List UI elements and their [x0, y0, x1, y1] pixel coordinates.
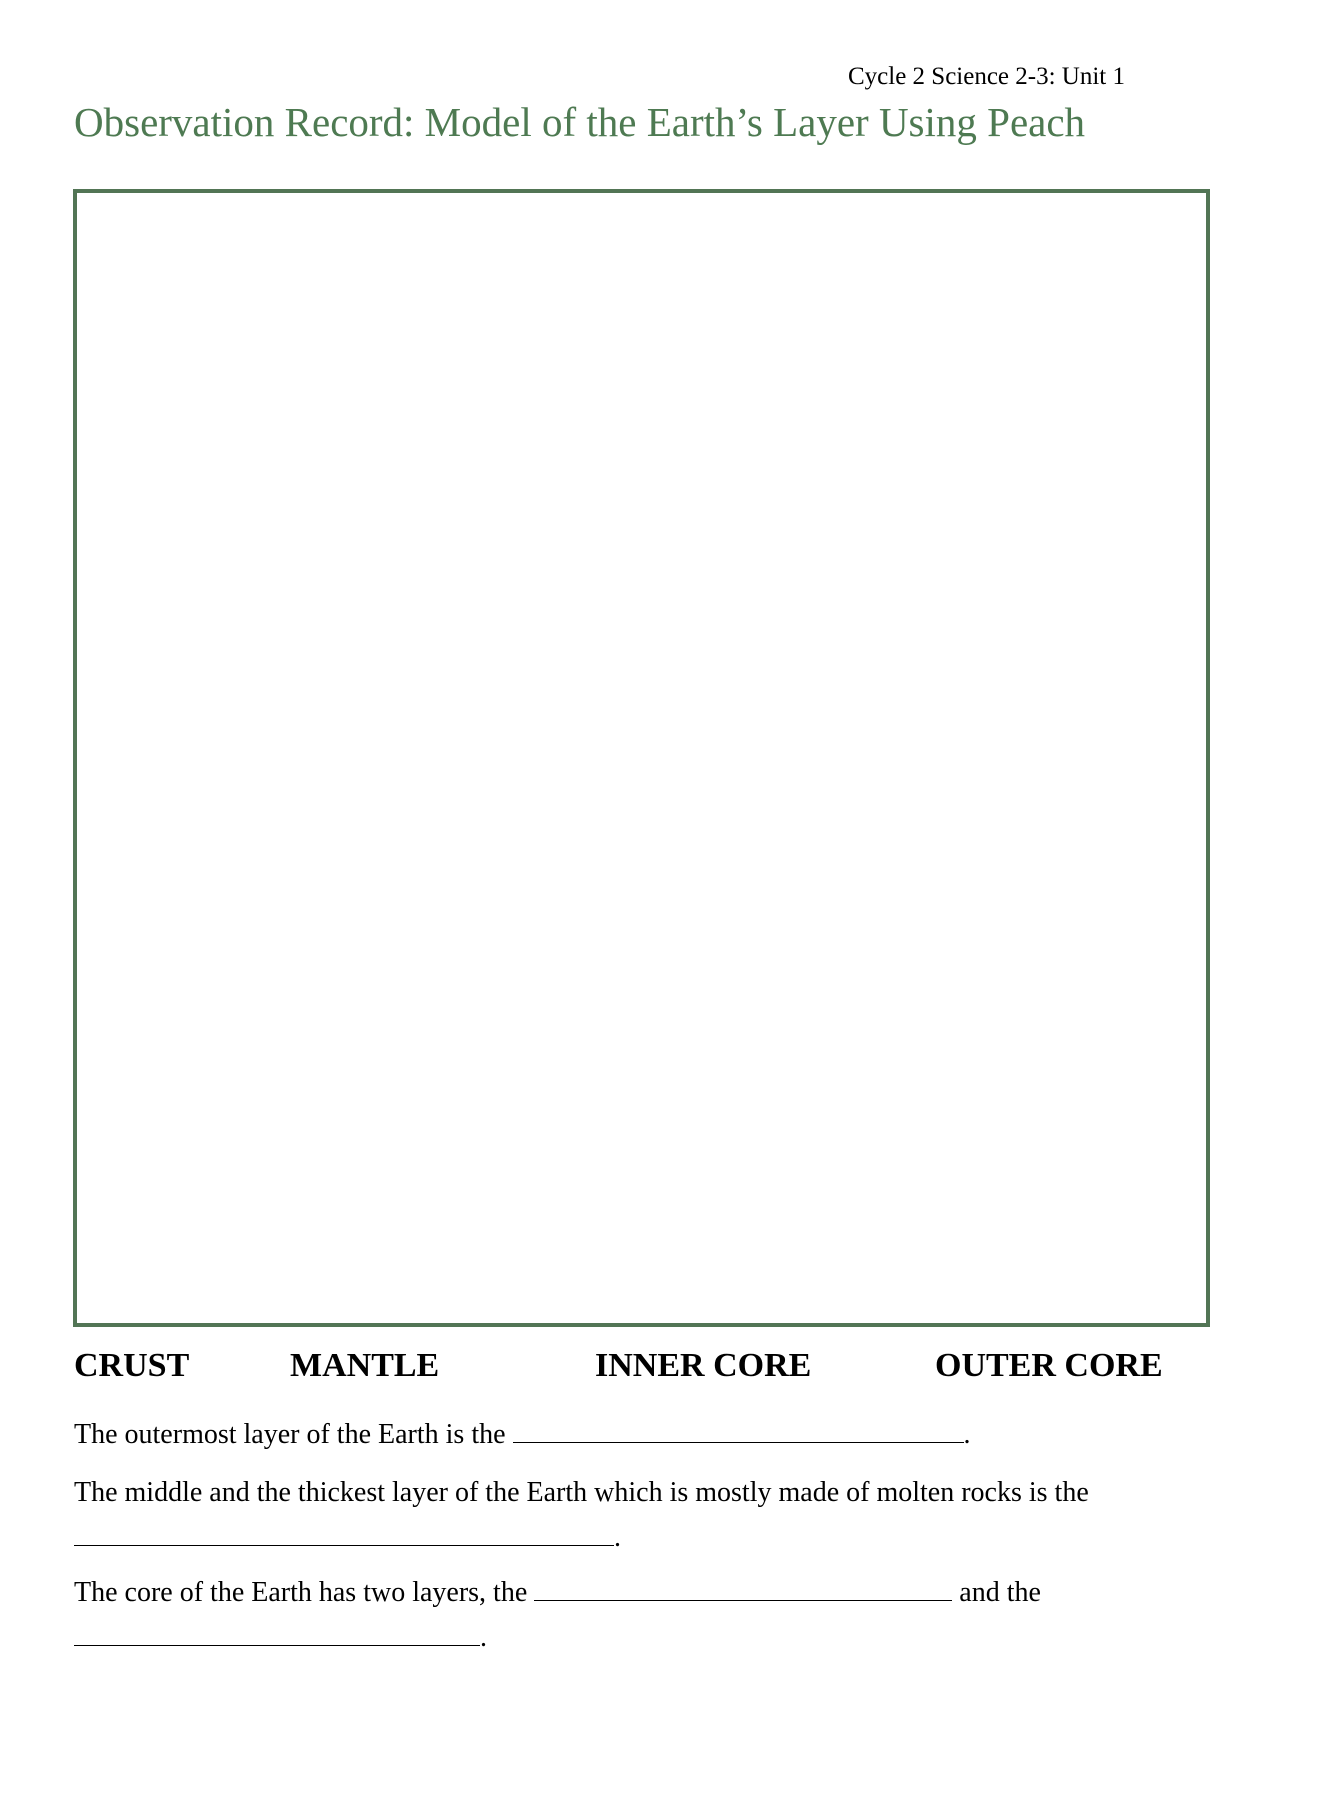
question-1-text: The outermost layer of the Earth is the	[74, 1419, 513, 1450]
question-3	[74, 1576, 1041, 1610]
answer-blank-1[interactable]	[513, 1420, 964, 1443]
page-title: Observation Record: Model of the Earth’s Layer Using Peach	[74, 99, 1086, 145]
question-2	[74, 1476, 1089, 1510]
word-bank	[74, 1346, 1224, 1390]
question-3-answer-line	[74, 1621, 487, 1655]
question-1-period: .	[963, 1419, 971, 1450]
question-1	[74, 1418, 971, 1452]
answer-blank-2[interactable]	[74, 1523, 614, 1546]
answer-blank-3[interactable]	[534, 1578, 952, 1601]
word-inner-core: INNER CORE	[595, 1347, 812, 1384]
word-outer-core: OUTER CORE	[935, 1347, 1163, 1384]
word-mantle: MANTLE	[290, 1347, 440, 1384]
drawing-area[interactable]	[73, 189, 1210, 1327]
question-3-text: The core of the Earth has two layers, the	[74, 1577, 535, 1608]
question-3-period: .	[480, 1622, 487, 1653]
answer-blank-4[interactable]	[74, 1623, 480, 1646]
question-3-mid: and the	[952, 1577, 1041, 1608]
question-2-period: .	[614, 1522, 621, 1553]
word-crust: CRUST	[74, 1347, 190, 1384]
question-2-text: The middle and the thickest layer of the Earth which is mostly made of molten rocks is the	[74, 1477, 1089, 1508]
course-label: Cycle 2 Science 2-3: Unit 1	[847, 63, 1125, 90]
question-2-answer-line	[74, 1521, 621, 1555]
